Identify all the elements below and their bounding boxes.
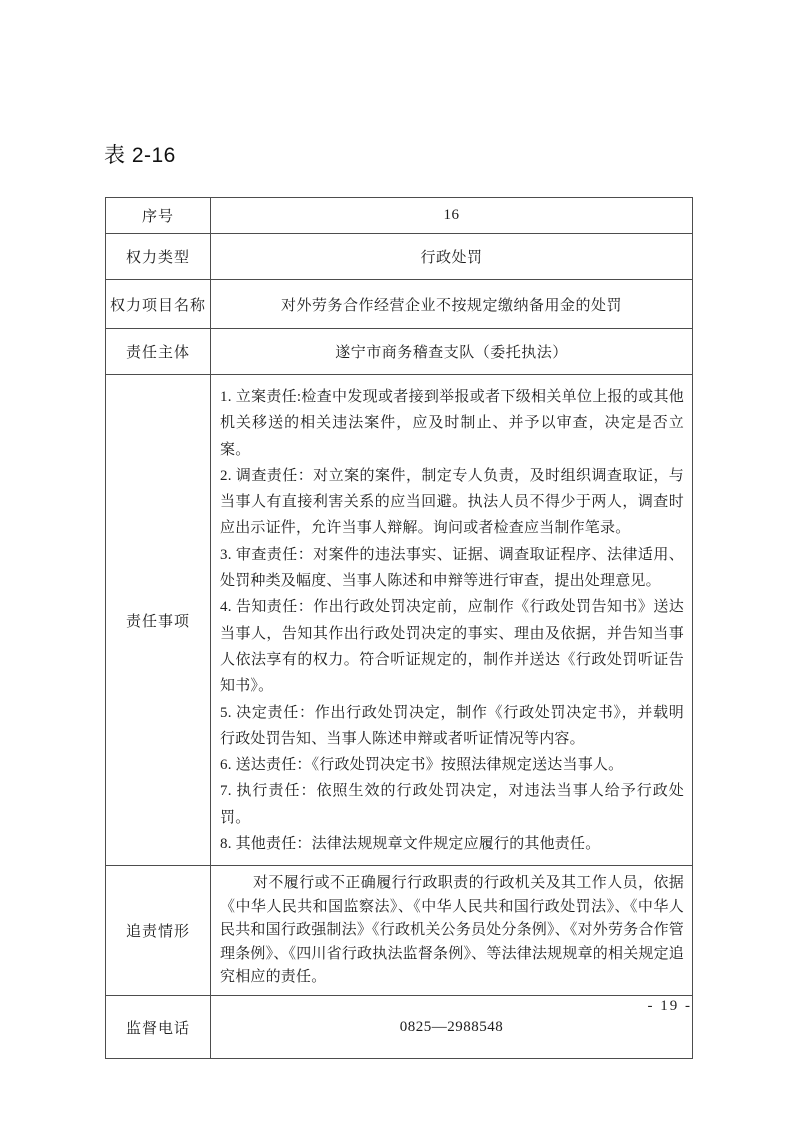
row-value-responsible-entity: 遂宁市商务稽查支队（委托执法） [335,345,568,361]
row-value-serial-number: 16 [443,207,460,223]
duty-item-6: 6. 送达责任：《行政处罚决定书》按照法律规定送达当事人。 [220,757,624,774]
duty-item-3: 3. 审查责任：对案件的违法事实、证据、调查取证程序、法律适用、处罚种类及幅度、当事人陈述和申辩等进行审查，提出处理意见。 [220,546,684,590]
duty-item-1: 1. 立案责任:检查中发现或者接到举报或者下级相关单位上报的或其他机关移送的相关违法案件，应及时制止、并予以审查，决定是否立案。 [220,389,684,458]
row-label-power-item-name: 权力项目名称 [106,280,211,328]
table-row-power-type [106,233,692,279]
duty-item-2: 2. 调查责任：对立案的案件，制定专人负责，及时组织调查取证，与当事人有直接利害关系的应当回避。执法人员不得少于两人，调查时应出示证件，允许当事人辩解。询问或者检查应当制作笔录。 [220,467,684,537]
accountability-text: 对不履行或不正确履行行政职责的行政机关及其工作人员，依据《中华人民共和国监察法》、《中华人民共和国行政处罚法》、《中华人民共和国行政强制法》《行政机关公务员处分条例》、《对外劳务合作管理条例》、《四川省行政执法监督条例》、等法律法规规章的相关规定追究相应的责任。 [220,875,684,985]
row-label-supervision-phone: 监督电话 [106,996,211,1058]
table-row-duty-items [106,374,692,865]
table-row-power-item-name [106,279,692,328]
row-label-power-type: 权力类型 [106,234,211,279]
row-value-power-item-name: 对外劳务合作经营企业不按规定缴纳备用金的处罚 [280,297,622,314]
row-label-accountability: 追责情形 [106,866,211,995]
table-row-responsible-entity [106,328,692,374]
row-value-power-type: 行政处罚 [420,250,483,266]
table-row-serial-number [106,198,692,233]
row-label-duty-items: 责任事项 [106,375,211,865]
power-duty-table [105,197,693,1059]
row-label-serial-number: 序号 [106,198,211,233]
row-value-accountability [211,866,692,995]
duty-item-7: 7. 执行责任：依照生效的行政处罚决定，对违法当事人给予行政处罚。 [220,783,684,826]
table-row-accountability [106,865,692,995]
duty-item-8: 8. 其他责任：法律法规规章文件规定应履行的其他责任。 [220,836,601,853]
row-value-supervision-phone: 0825—2988548 [399,1018,504,1035]
duty-item-4: 4. 告知责任：作出行政处罚决定前，应制作《行政处罚告知书》送达当事人，告知其作出行政处罚决定的事实、理由及依据，并告知当事人依法享有的权力。符合听证规定的，制作并送达《行政处罚听证告知书》。 [220,599,684,695]
row-value-duty-items [211,375,692,865]
row-label-responsible-entity: 责任主体 [106,329,211,374]
table-caption: 表 2-16 [104,144,176,167]
duty-item-5: 5. 决定责任：作出行政处罚决定，制作《行政处罚决定书》，并载明行政处罚告知、当事人陈述申辩或者听证情况等内容。 [220,704,684,747]
page-number: - 19 - [647,998,692,1014]
